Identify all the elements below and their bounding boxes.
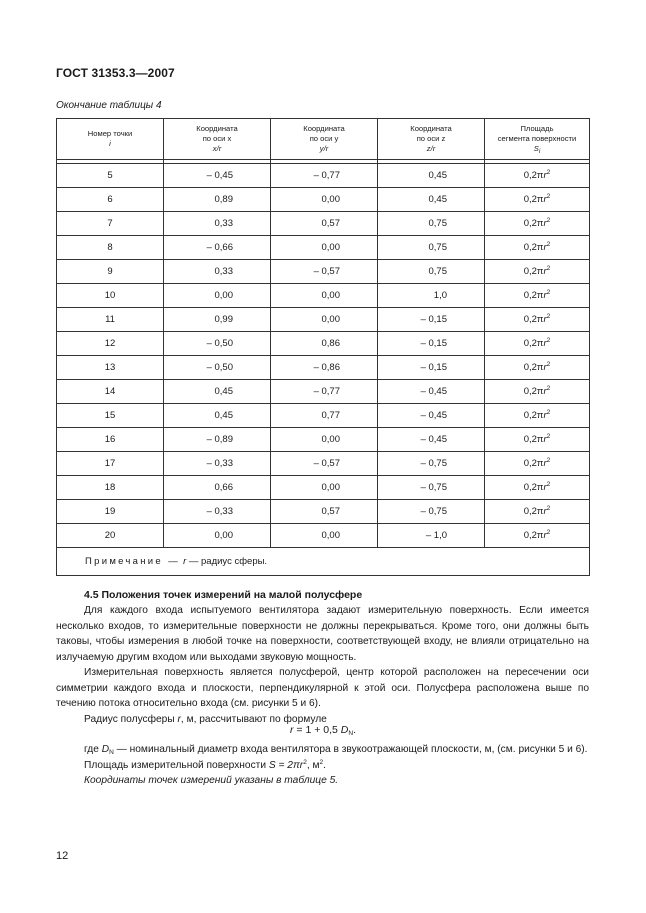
- coordinates-table: [56, 118, 590, 576]
- coord-z-cell: – 0,45: [378, 380, 485, 404]
- point-number-cell: 7: [57, 212, 164, 236]
- coord-x-cell: 0,45: [164, 380, 271, 404]
- coord-x-cell: 0,89: [164, 188, 271, 212]
- header-segment-area: Площадь сегмента поверхности $S_i$: [485, 119, 590, 160]
- coord-x-cell: 0,00: [164, 524, 271, 548]
- coord-y-cell: – 0,57: [271, 452, 378, 476]
- coord-y-cell: – 0,77: [271, 380, 378, 404]
- coord-x-cell: 0,99: [164, 308, 271, 332]
- segment-area-cell: $0,2\pi r^2$: [485, 212, 590, 236]
- coord-x-cell: – 0,50: [164, 356, 271, 380]
- coord-x-cell: 0,66: [164, 476, 271, 500]
- coord-z-cell: 0,75: [378, 260, 485, 284]
- segment-area-cell: $0,2\pi r^2$: [485, 236, 590, 260]
- table-row: [57, 500, 590, 524]
- coord-y-cell: 0,00: [271, 236, 378, 260]
- point-number-cell: 13: [57, 356, 164, 380]
- table-row: [57, 236, 590, 260]
- point-number-cell: 10: [57, 284, 164, 308]
- table-row: [57, 212, 590, 236]
- coord-z-cell: 0,75: [378, 212, 485, 236]
- section-heading: 4.5 Положения точек измерений на малой полусфере: [84, 589, 363, 601]
- segment-area-cell: $0,2\pi r^2$: [485, 404, 590, 428]
- segment-area-cell: $0,2\pi r^2$: [485, 284, 590, 308]
- coord-y-cell: 0,00: [271, 188, 378, 212]
- table-row: [57, 428, 590, 452]
- segment-area-cell: $0,2\pi r^2$: [485, 500, 590, 524]
- coord-x-cell: – 0,33: [164, 452, 271, 476]
- coord-z-cell: – 0,45: [378, 428, 485, 452]
- segment-area-cell: $0,2\pi r^2$: [485, 452, 590, 476]
- table-row: [57, 164, 590, 188]
- coord-y-cell: 0,00: [271, 308, 378, 332]
- coord-y-cell: 0,57: [271, 500, 378, 524]
- coord-z-cell: 1,0: [378, 284, 485, 308]
- table-row: [57, 404, 590, 428]
- header-coord-y: Координата по оси y y/r: [271, 119, 378, 160]
- coord-z-cell: 0,75: [378, 236, 485, 260]
- table-row: [57, 356, 590, 380]
- table-row: [57, 308, 590, 332]
- paragraph-measurement-surface: Для каждого входа испытуемого вентилятора задают измерительную поверхность. Если имеется несколько входов, то измерительные поверхности не должны перекрываться. Кроме того, они должны быть таковы, чтобы измерения в любой точке на поверхности, соответствующей входу, не влияли отрицательно на излучаемую другим входом или выходами звуковую мощность.: [56, 605, 589, 663]
- header-coord-z: Координата по оси z z/r: [378, 119, 485, 160]
- point-number-cell: 14: [57, 380, 164, 404]
- segment-area-cell: $0,2\pi r^2$: [485, 356, 590, 380]
- point-number-cell: 16: [57, 428, 164, 452]
- coord-x-cell: – 0,89: [164, 428, 271, 452]
- segment-area-cell: $0,2\pi r^2$: [485, 332, 590, 356]
- section-body: [56, 603, 589, 727]
- paragraph-radius: Радиус полусферы r, м, рассчитывают по формуле: [84, 713, 327, 725]
- point-number-cell: 19: [57, 500, 164, 524]
- table-row: [57, 452, 590, 476]
- coord-z-cell: – 0,15: [378, 356, 485, 380]
- coord-y-cell: 0,00: [271, 284, 378, 308]
- coord-x-cell: – 0,45: [164, 164, 271, 188]
- point-number-cell: 18: [57, 476, 164, 500]
- point-number-cell: 15: [57, 404, 164, 428]
- table-row: [57, 188, 590, 212]
- segment-area-cell: $0,2\pi r^2$: [485, 380, 590, 404]
- segment-area-cell: $0,2\pi r^2$: [485, 164, 590, 188]
- table-row: [57, 332, 590, 356]
- coord-y-cell: 0,86: [271, 332, 378, 356]
- paragraph-table-reference: Координаты точек измерений указаны в таблице 5.: [84, 775, 339, 786]
- table-row: [57, 380, 590, 404]
- point-number-cell: 12: [57, 332, 164, 356]
- coord-z-cell: 0,45: [378, 164, 485, 188]
- table-row: [57, 260, 590, 284]
- coord-x-cell: – 0,50: [164, 332, 271, 356]
- coord-y-cell: 0,57: [271, 212, 378, 236]
- document-title: ГОСТ 31353.3—2007: [56, 66, 175, 80]
- coord-y-cell: – 0,86: [271, 356, 378, 380]
- coord-z-cell: – 1,0: [378, 524, 485, 548]
- segment-area-cell: $0,2\pi r^2$: [485, 188, 590, 212]
- point-number-cell: 8: [57, 236, 164, 260]
- coord-z-cell: 0,45: [378, 188, 485, 212]
- segment-area-cell: $0,2\pi r^2$: [485, 260, 590, 284]
- segment-area-cell: $0,2\pi r^2$: [485, 476, 590, 500]
- coord-z-cell: – 0,75: [378, 500, 485, 524]
- section-body-continued: [56, 742, 589, 789]
- table-header-row: [57, 119, 590, 160]
- point-number-cell: 9: [57, 260, 164, 284]
- table-row: [57, 524, 590, 548]
- coord-x-cell: 0,00: [164, 284, 271, 308]
- coord-y-cell: – 0,57: [271, 260, 378, 284]
- table-body: [57, 164, 590, 548]
- coord-x-cell: 0,45: [164, 404, 271, 428]
- coord-z-cell: – 0,15: [378, 308, 485, 332]
- table-note-row: [57, 548, 590, 576]
- point-number-cell: 20: [57, 524, 164, 548]
- segment-area-cell: $0,2\pi r^2$: [485, 428, 590, 452]
- coord-x-cell: – 0,33: [164, 500, 271, 524]
- table-row: [57, 476, 590, 500]
- coord-y-cell: 0,77: [271, 404, 378, 428]
- paragraph-hemisphere: Измерительная поверхность является полусферой, центр которой расположен на пересечении оси симметрии каждого входа и плоскости, перпендикулярной к этой оси. Полусфера расположена выше по течению потока относительно входа (см. рисунки 5 и 6).: [56, 667, 589, 709]
- coord-x-cell: – 0,66: [164, 236, 271, 260]
- coord-y-cell: 0,00: [271, 428, 378, 452]
- coord-z-cell: – 0,45: [378, 404, 485, 428]
- table-note: Примечание — r — радиус сферы.: [57, 548, 590, 576]
- point-number-cell: 17: [57, 452, 164, 476]
- coord-x-cell: 0,33: [164, 260, 271, 284]
- segment-area-cell: $0,2\pi r^2$: [485, 524, 590, 548]
- paragraph-area: Площадь измерительной поверхности $S = 2\pi r^2$, $м^2$.: [84, 758, 326, 771]
- radius-formula: r = 1 + 0,5 $D_N$.: [289, 724, 356, 737]
- coord-y-cell: 0,00: [271, 476, 378, 500]
- table-row: [57, 284, 590, 308]
- header-coord-x: Координата по оси x x/r: [164, 119, 271, 160]
- coord-y-cell: 0,00: [271, 524, 378, 548]
- segment-area-cell: $0,2\pi r^2$: [485, 308, 590, 332]
- coord-z-cell: – 0,15: [378, 332, 485, 356]
- coord-z-cell: – 0,75: [378, 476, 485, 500]
- point-number-cell: 11: [57, 308, 164, 332]
- coord-y-cell: – 0,77: [271, 164, 378, 188]
- coord-z-cell: – 0,75: [378, 452, 485, 476]
- coord-x-cell: 0,33: [164, 212, 271, 236]
- header-point-number: Номер точки i: [57, 119, 164, 160]
- page-number: 12: [56, 850, 69, 862]
- point-number-cell: 5: [57, 164, 164, 188]
- point-number-cell: 6: [57, 188, 164, 212]
- paragraph-diameter: где $D_N$ — номинальный диаметр входа вентилятора в звукоотражающей плоскости, м, (см. рисунки 5 и 6).: [84, 744, 588, 756]
- table-caption: Окончание таблицы 4: [56, 100, 162, 111]
